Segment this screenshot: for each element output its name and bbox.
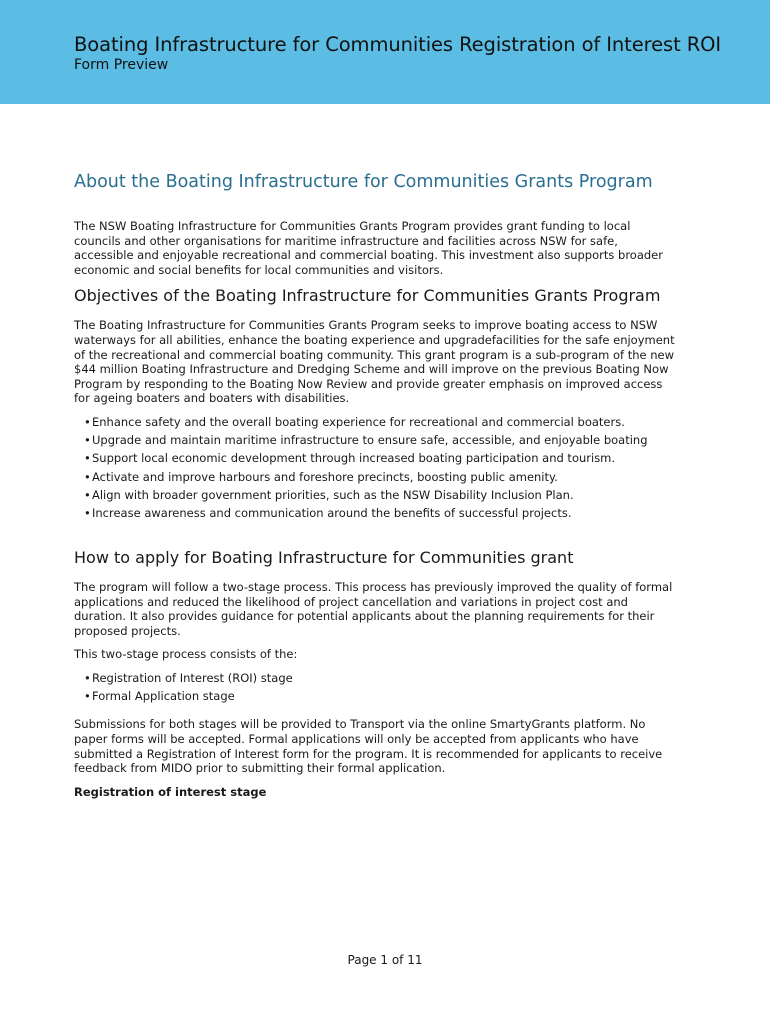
objectives-paragraph: The Boating Infrastructure for Communities Grants Program seeks to improve boating access to NSW waterways for all abilities, enhance the boating experience and upgradefacilities for the safe enjoyment of the recreational and commercial boating community. This grant program is a sub-program of the new $44 million Boating Infrastructure and Dredging Scheme and will improve on the previous Boating Now Program by responding to the Boating Now Review and provide greater emphasis on improved access for ageing boaters and boaters with disabilities.	[74, 318, 675, 406]
list-item: • Enhance safety and the overall boating experience for recreational and commercial boaters.	[92, 415, 680, 430]
section-spacer	[74, 524, 680, 548]
objectives-list	[74, 415, 680, 521]
list-item: • Align with broader government priorities, such as the NSW Disability Inclusion Plan.	[92, 488, 680, 503]
form-title: Boating Infrastructure for Communities Registration of Interest ROI	[74, 33, 722, 56]
stages-list	[74, 671, 680, 704]
about-heading: About the Boating Infrastructure for Communities Grants Program	[74, 172, 653, 192]
list-item: • Support local economic development through increased boating participation and tourism.	[92, 451, 680, 466]
about-paragraph: The NSW Boating Infrastructure for Communities Grants Program provides grant funding to local councils and other organisations for maritime infrastructure and facilities across NSW for safe, accessible and enjoyable recreational and commercial boating. This investment also supports broader economic and social benefits for local communities and visitors.	[74, 219, 663, 277]
page-header	[0, 0, 770, 104]
list-item: • Increase awareness and communication around the benefits of successful projects.	[92, 506, 680, 521]
how-to-apply-paragraph: The program will follow a two-stage process. This process has previously improved the quality of formal applications and reduced the likelihood of project cancellation and variations in project cost and duration. It also provides guidance for potential applicants about the planning requirements for their proposed projects.	[74, 580, 673, 638]
list-item: • Registration of Interest (ROI) stage	[92, 671, 680, 686]
list-item: • Formal Application stage	[92, 689, 680, 704]
roi-stage-heading: Registration of interest stage	[74, 784, 267, 799]
how-to-apply-heading: How to apply for Boating Infrastructure for Communities grant	[74, 548, 574, 568]
list-item: • Upgrade and maintain maritime infrastructure to ensure safe, accessible, and enjoyable boating	[92, 433, 680, 448]
section-spacer	[74, 707, 680, 717]
objectives-heading: Objectives of the Boating Infrastructure for Communities Grants Program	[74, 286, 661, 306]
list-item: • Activate and improve harbours and foreshore precincts, boosting public amenity.	[92, 470, 680, 485]
document-body	[74, 170, 680, 799]
form-subtitle: Form Preview	[74, 57, 169, 73]
two-stage-intro: This two-stage process consists of the:	[74, 647, 298, 662]
page-number: Page 1 of 11	[347, 953, 423, 967]
submissions-paragraph: Submissions for both stages will be provided to Transport via the online SmartyGrants platform. No paper forms will be accepted. Formal applications will only be accepted from applicants who have submitted a Registration of Interest form for the program. It is recommended for applicants to receive feedback from MIDO prior to submitting their formal application.	[74, 717, 663, 776]
